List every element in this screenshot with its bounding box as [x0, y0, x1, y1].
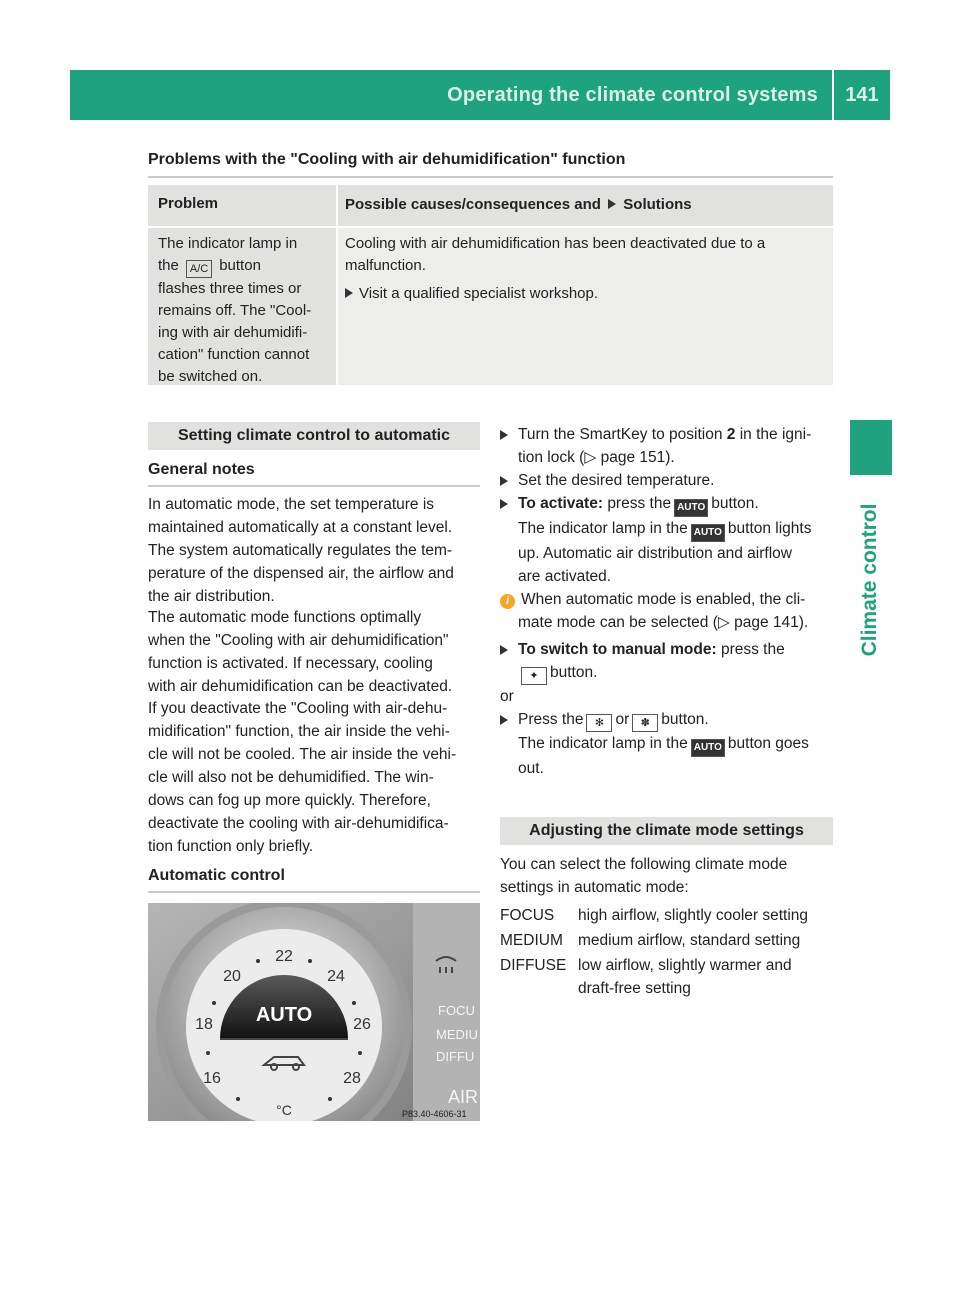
step-arrow-icon [500, 430, 508, 440]
page-header-title: Operating the climate control systems [447, 84, 818, 106]
cause-cell: Cooling with air dehumidification has been deactivated due to a malfunction. Visit a qualified specialist workshop. [338, 228, 833, 385]
mode-desc-medium: medium airflow, standard setting [578, 932, 801, 949]
header-bar [70, 70, 890, 120]
temp-28: 28 [343, 1070, 361, 1087]
page-ref-icon: ▷ [584, 449, 597, 466]
temp-18: 18 [195, 1016, 213, 1033]
subsection-rule [148, 891, 480, 893]
step-arrow-icon [500, 715, 508, 725]
mode-row-medium: MEDIUM [500, 932, 563, 949]
diffuse-label: DIFFU [436, 1049, 475, 1064]
control-panel-illustration [148, 903, 480, 1121]
mode-row-diffuse: DIFFUSE [500, 957, 567, 974]
general-paragraph-3: If you deactivate the "Cooling with air-dehu- midification" function, the air inside the vehi- cle will not be cooled. The air inside the vehi- cle will also not be dehumidified. The win- dows can fog up more quickly. Therefore, deactivate the cooling with air-dehumidifica- tion function only briefly. [148, 700, 457, 855]
step-temperature: Set the desired temperature. [500, 469, 835, 492]
medium-label: MEDIU [436, 1027, 478, 1042]
airflow-down-button-icon: ✻ [586, 714, 612, 732]
page-number: 141 [845, 84, 879, 106]
table-header-solutions: Possible causes/consequences and Solutions [338, 185, 833, 226]
airflow-up-button-icon: ✽ [632, 714, 658, 732]
temp-26: 26 [353, 1016, 371, 1033]
problems-table [148, 185, 833, 385]
problems-section-title: Problems with the "Cooling with air dehumidification" function [148, 151, 626, 168]
solution-step: Visit a qualified specialist workshop. [345, 283, 825, 305]
section-rule [148, 176, 833, 178]
info-note: i When automatic mode is enabled, the cli- mate mode can be selected (▷ page 141). [500, 588, 835, 634]
photo-code: P83.40-4606-31 [402, 1109, 467, 1119]
info-icon: i [500, 594, 515, 609]
step-manual-mode: To switch to manual mode: press the ✦ button. [500, 638, 835, 685]
table-header-problem: Problem [148, 185, 336, 226]
auto-section-title: Setting climate control to automatic [148, 422, 480, 450]
climate-control-photo [148, 903, 480, 1121]
auto-button-icon: AUTO [674, 499, 708, 517]
modes-section-title: Adjusting the climate mode settings [500, 817, 833, 845]
step-airflow-button: Press the ✻ or ✽ button. The indicator lamp in the AUTO button goes out. [500, 708, 835, 780]
general-paragraph-1: In automatic mode, the set temperature is maintained automatically at a constant level. The system automatically regulates the tem- perature of the dispensed air, the airflow and the air distribution. [148, 496, 454, 605]
page-ref-icon: ▷ [717, 614, 730, 631]
general-notes-heading: General notes [148, 461, 255, 478]
focus-label: FOCU [438, 1003, 475, 1018]
step-arrow-icon [500, 645, 508, 655]
step-arrow-icon [500, 476, 508, 486]
chapter-tab-marker[interactable] [850, 420, 892, 475]
mode-row-focus: FOCUS [500, 907, 555, 924]
temp-unit: °C [276, 1102, 292, 1118]
auto-label: AUTO [255, 1004, 313, 1026]
step-arrow-icon [345, 288, 353, 298]
automatic-control-heading: Automatic control [148, 867, 285, 884]
chapter-tab-label: Climate control [858, 503, 881, 657]
auto-button-icon: AUTO [691, 739, 725, 757]
general-paragraph-2: The automatic mode functions optimally when the "Cooling with air dehumidification" function is activated. If necessary, cooling with air dehumidification can be deactivated. [148, 609, 453, 695]
air-distribution-button-icon: ✦ [521, 667, 547, 685]
temp-22: 22 [275, 948, 293, 965]
problem-cell: The indicator lamp in the A/C button flashes three times or remains off. The "Cool- ing with air dehumidifi- cation" function cannot be switched on. [148, 228, 336, 385]
or-separator: or [500, 688, 514, 705]
temp-16: 16 [203, 1070, 221, 1087]
ac-button-icon: A/C [186, 260, 212, 278]
modes-intro: You can select the following climate mode settings in automatic mode: [500, 856, 788, 896]
air-label: AIR [448, 1087, 479, 1107]
subsection-rule [148, 485, 480, 487]
step-arrow-icon [500, 499, 508, 509]
temp-20: 20 [223, 968, 241, 985]
solution-arrow-icon [608, 199, 616, 209]
step-activate: To activate: press the AUTO button. The indicator lamp in the AUTO button lights up. Automatic air distribution and airflow are activated. [500, 492, 835, 588]
auto-button-icon: AUTO [691, 524, 725, 542]
temp-24: 24 [327, 968, 345, 985]
mode-desc-diffuse: low airflow, slightly warmer and draft-free setting [578, 957, 792, 997]
step-smartkey: Turn the SmartKey to position 2 in the igni- tion lock (▷ page 151). [500, 423, 835, 469]
automatic-steps [500, 423, 835, 780]
mode-desc-focus: high airflow, slightly cooler setting [578, 907, 809, 924]
